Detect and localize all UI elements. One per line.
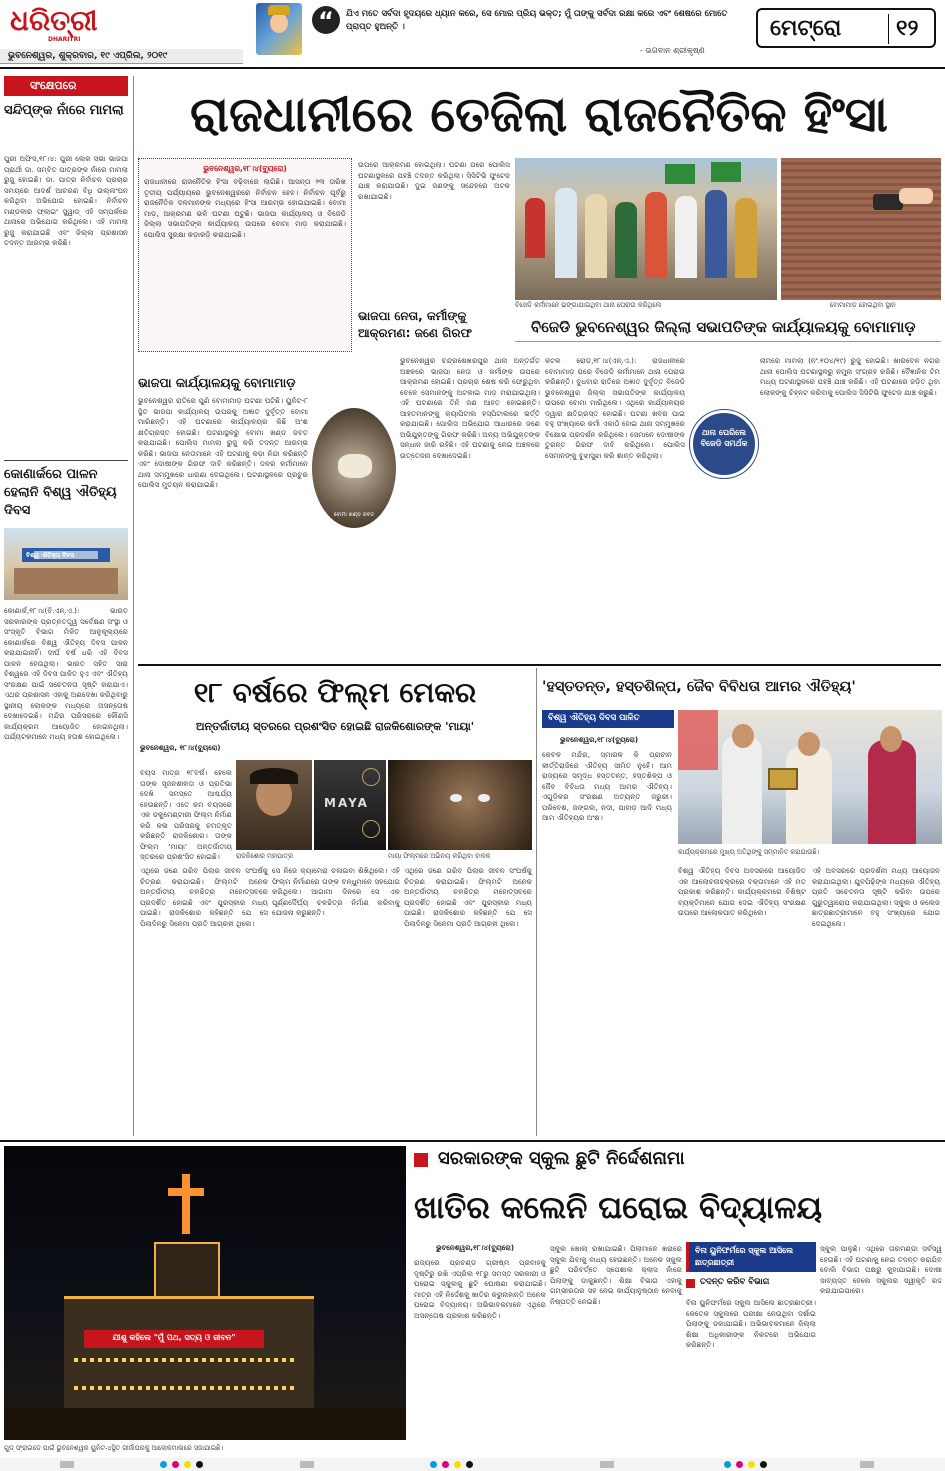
lead-col2-body: ଉପରେ ଆକ୍ରମଣ ହୋଇଥିଲା। ଘଟଣା ପରେ ପୋଲିସ ଘଟଣାସ୍ଥଳରେ ପହଞ୍ଚି ତଦନ୍ତ କରିଥିଲା। ସିସିଟିଭି ଫୁଟେଜ ଯାଞ୍ଚ କରାଯାଉଛି। ଦୁଇ ଜଣଙ୍କୁ ସନ୍ଦେହରେ ଅଟକ ରଖାଯାଇଛି। [358, 160, 510, 201]
sidebar-s1-title: ସନ୍ଦିପ୍‌ଙ୍କ ନାଁରେ ମାମଲା [4, 103, 124, 118]
sidebar-divider [133, 76, 134, 1136]
heritage-col1-body: କେବଳ ମନ୍ଦିର, ସ୍ମାରକ କି ପ୍ରାଚୀନ କୀର୍ତ୍ତିରାଜିରେ ଐତିହ୍ୟ ସୀମିତ ନୁହେଁ। ଆମ ରାଜ୍ୟରେ ସମୃଦ୍ଧ ହସ୍ତତନ୍ତ, ହସ୍ତଶିଳ୍ପ ଓ ଜୈବ ବିବିଧତା ମଧ୍ୟ ଆମର ଐତିହ୍ୟ। ଏଗୁଡ଼ିକର ସଂରକ୍ଷଣ ଅତ୍ୟନ୍ତ ଜରୁରୀ। ପରିବେଶ, ଜଙ୍ଗଲ, ନଦୀ, ପାହାଡ଼ ଆଦି ମଧ୍ୟ ଆମ ଐତିହ୍ୟର ଅଂଶ। [542, 750, 672, 822]
school-box1-text: ବିନା ୟୁନିଫର୍ମରେ ସ୍କୁଲ ଆସିଲେ ଛାତ୍ରଛାତ୍ରୀ [695, 1246, 794, 1267]
lead-box [138, 158, 352, 352]
boy-photo [388, 760, 532, 850]
heritage-photo-caption: କାର୍ଯ୍ୟକ୍ରମରେ ମୁଖ୍ୟ ଅତିଥିଙ୍କୁ ସମ୍ମାନିତ କରାଯାଉଛି। [678, 848, 820, 856]
church-photo-caption: ଗୁଡ୍ ଫ୍ରାଇଡେ ପାଇଁ ଭୁବନେଶ୍ୱର ୟୁନିଟ-୪ସ୍ଥିତ ଗୀର୍ଜାଘରକୁ ଆଲୋକମାଳାରେ ସଜାଯାଇଛି। [4, 1444, 224, 1452]
krishna-image [256, 3, 302, 55]
heritage-col3-body: ଏହି ଅବସରରେ ପ୍ରଦର୍ଶନୀ ମଧ୍ୟ ଆୟୋଜନ କରାଯାଇଥିଲା। ଯୁବପିଢ଼ିଙ୍କ ମଧ୍ୟରେ ଐତିହ୍ୟ ପ୍ରତି ସଚେତନତା ସୃଷ୍ଟି କରିବା ଉପରେ ଗୁରୁତ୍ୱାରୋପ କରାଯାଇଥିଲା। ସ୍କୁଲ ଓ କଲେଜ ଛାତ୍ରଛାତ୍ରୀମାନେ ବହୁ ସଂଖ୍ୟାରେ ଯୋଗ ଦେଇଥିଲେ। [812, 866, 940, 928]
film-col3-body: ସେ ନିଜେ କ୍ୟାମେରା ଚଳାଇବା ଶିଖିଥିଲେ। ଏହି ଫିଲ୍ମ ନିର୍ମାଣରେ ତାଙ୍କ ବନ୍ଧୁମାନେ ସହଯୋଗ କରିଥିଲେ। ଆଗାମୀ ଦିନରେ ସେ ଏକ ପୂର୍ଣ୍ଣଦୈର୍ଘ୍ୟ ଚଳଚ୍ଚିତ୍ର ନିର୍ମାଣ କରିବାକୁ ଯୋଜନା କରୁଛନ୍ତି। [272, 866, 400, 917]
bomb-photo-caption: ବୋମା ଖଣ୍ଡ ଜବତ [333, 512, 375, 518]
logo-text: ଧରିତ୍ରୀ [10, 4, 98, 37]
sidebar-s2-title: କୋଣାର୍କରେ ପାଳନ ହେଲାନି ବିଶ୍ୱ ଐତିହ୍ୟ ଦିବସ [4, 467, 117, 518]
film-headline: ୧୮ ବର୍ଷରେ ଫିଲ୍ମ ମେକର [193, 676, 477, 709]
dateline: ଭୁବନେଶ୍ୱର, ଶୁକ୍ରବାର, ୧୯ ଏପ୍ରିଲ, ୨୦୧୯ [8, 51, 168, 61]
page-number: ୧୨ [896, 16, 919, 41]
school-col1-body: ରାଜ୍ୟରେ ପ୍ରଚଣ୍ଡ ଗ୍ରୀଷ୍ମ ପ୍ରବାହକୁ ଦୃଷ୍ଟିରୁ ରଖି ଏପ୍ରିଲ ୧୮ରୁ ସମସ୍ତ ସରକାରୀ ଓ ଘରୋଇ ସ୍କୁଲକୁ ଛୁଟି ଘୋଷଣା କରାଯାଇଛି। ମାତ୍ର ଏହି ନିର୍ଦ୍ଦେଶକୁ ଖାତିର କରୁନାହାନ୍ତି ଅନେକ ଘରୋଇ ବିଦ୍ୟାଳୟ। ଅଭିଭାବକମାନେ ଏଥିରେ ଅସନ୍ତୋଷ ପ୍ରକାଶ କରିଛନ୍ତି। [414, 1258, 546, 1320]
door-photo-caption: ବୋମାମାଡ଼ ହୋଇଥିବା ସ୍ଥାନ [830, 301, 896, 309]
lead-bottom-rule [138, 664, 941, 666]
sidebar-s1-body: ପୁରୀ ଅଫିସ,୧୮।୪: ପୁରୀ ଲୋକ ସଭା ଭାଜପା ପ୍ରାର୍ଥୀ ଡା. ସମ୍ବିତ ପାତ୍ରଙ୍କ ନାଁରେ ମାମଲା ରୁଜୁ ହୋଇଛି। ଡା. ପାତ୍ର ନିର୍ବାଚନ ପ୍ରଚାର ସମୟରେ ଆଦର୍ଶ ଆଚରଣ ବିଧି ଉଲ୍ଲଂଘନ କରିଥିବା ଅଭିଯୋଗ ହୋଇଛି। ନିର୍ବାଚନ ମଣ୍ଡଳୀର ଫ୍ଲାଇଂ ସ୍କ୍ୱାଡ୍ ଏହି ସମ୍ପର୍କରେ ଥାନାରେ ଅଭିଯୋଗ କରିଥିଲେ। ଏହି ମାମଲା ରୁଜୁ କରାଯାଇଛି ଏବଂ ଜିଲ୍ଲା ପ୍ରଶାସନ ତଦନ୍ତ ଆରମ୍ଭ କରିଛି। [4, 154, 128, 247]
lead-badge [690, 410, 758, 478]
lead-box-dateline: ଭୁବନେଶ୍ୱର,୧୮।୪(ବ୍ୟୁରୋ) [203, 164, 287, 173]
logo [10, 4, 240, 43]
masthead-rule [0, 67, 945, 69]
heritage-tag-text: ବିଶ୍ୱ ଐତିହ୍ୟ ଦିବସ ପାଳିତ [548, 713, 640, 723]
konark-photo-caption: ବିଶ୍ୱ ଐତିହ୍ୟ ଦିବସ [26, 552, 75, 559]
school-dateline: ଭୁବନେଶ୍ୱର,୧୮।୪(ବ୍ୟୁରୋ) [436, 1244, 515, 1252]
quote-icon: “ [312, 6, 340, 34]
lead-sub1-body: ଭୁବନେଶ୍ୱର ରାତିରେ ପୁଣି ବୋମାମାଡ଼ ଘଟଣା ଘଟିଛି। ୟୁନିଟ-୮ ସ୍ଥିତ ଭାଜପା କାର୍ଯ୍ୟାଳୟ ଉପରକୁ ଅଜ୍ଞାତ ଦୁର୍ବୃତ୍ତ ବୋମା ମାରିଛନ୍ତି। ଏହି ଘଟଣାରେ କାର୍ଯ୍ୟାଳୟର କିଛି ଅଂଶ କ୍ଷତିଗ୍ରସ୍ତ ହୋଇଛି। ଘଟଣାସ୍ଥଳରୁ ବୋମା ଖଣ୍ଡ ଜବତ କରାଯାଇଛି। ପୋଲିସ ମାମଲା ରୁଜୁ କରି ତଦନ୍ତ ଆରମ୍ଭ କରିଛି। ଭାଜପା ନେତାମାନେ ଏହି ଘଟଣାକୁ କଡ଼ା ନିନ୍ଦା କରିଛନ୍ତି ଏବଂ ଦୋଷୀଙ୍କ ଗିରଫ ଦାବି କରିଛନ୍ତି। ଦଳର କର୍ମୀମାନେ ଥାନା ସମ୍ମୁଖରେ ଧାରଣା ଦେଇଥିଲେ। ଘଟଣାସ୍ଥଳରେ ପ୍ରଚୁର ପୋଲିସ ମୁତୟନ କରାଯାଇଛି। [138, 396, 308, 489]
registration-bar [0, 1458, 945, 1471]
church-banner: ଯୀଶୁ କହିଲେ "ମୁଁ ପଥ, ସତ୍ୟ ଓ ଜୀବନ" [112, 1333, 236, 1342]
film-dateline: ଭୁବନେଶ୍ୱର, ୧୮।୪(ବ୍ୟୁରୋ) [140, 744, 221, 752]
section-name: ମେଟ୍ରୋ [770, 16, 842, 41]
konark-photo [4, 528, 128, 600]
bomb-photo [312, 408, 396, 528]
protest-photo [515, 158, 777, 300]
film-subhead: ଅନ୍ତର୍ଜାତୀୟ ସ୍ତରରେ ପ୍ରଶଂସିତ ହୋଇଛି ରାଜକିଶୋରଙ୍କ 'ମାୟା' [195, 720, 475, 733]
lead-sub1 [138, 372, 348, 392]
school-col2-body: ସ୍କୁଲ ଖୋଲା ରଖାଯାଇଛି। ପିଲାମାନେ ଖରାରେ ସ୍କୁଲ ଯିବାକୁ ବାଧ୍ୟ ହେଉଛନ୍ତି। ଅନେକ ସ୍କୁଲ ଛୁଟି ପରିବର୍ତ୍ତେ ସ୍ପେଶାଲ କ୍ଲାସ ନାଁରେ ପିଲାଙ୍କୁ ଡାକୁଛନ୍ତି। ଶିକ୍ଷା ବିଭାଗ ଏହାକୁ ଗମ୍ଭୀରତାର ସହ ନେଇ କାର୍ଯ୍ୟାନୁଷ୍ଠାନ ନେବାକୁ ନିଷ୍ପତ୍ତି ନେଇଛି। [550, 1244, 682, 1306]
school-col3-body: ବିନା ୟୁନିଫର୍ମରେ ସ୍କୁଲ ଆସିଲେ ଛାତ୍ରଛାତ୍ରୀ। କେତେକ ସ୍କୁଲରେ ପରୀକ୍ଷା ନେଉଥିବା ଦର୍ଶାଇ ପିଲାଙ୍କୁ ଡକାଯାଇଛି। ଅଭିଭାବକମାନେ ଜିଲ୍ଲା ଶିକ୍ଷା ଅଧିକାରୀଙ୍କ ନିକଟରେ ଅଭିଯୋଗ କରିଛନ୍ତି। [686, 1298, 816, 1349]
middle-bottom-rule [0, 1140, 945, 1142]
film-col4-body: ଏଥିରେ ଜଣେ ଗରିବ ପିଲାର ଜୀବନ ସଂଘର୍ଷକୁ ଚିତ୍ରଣ କରାଯାଇଛି। ଫିଲ୍ମଟି ଅନେକ ଅନ୍ତର୍ଜାତୀୟ ଚଳଚ୍ଚିତ୍ର ମହୋତ୍ସବରେ ପ୍ରଦର୍ଶିତ ହୋଇଛି ଏବଂ ପୁରସ୍କାର ମଧ୍ୟ ପାଇଛି। ରାଜକିଶୋର କହିଛନ୍ତି ଯେ ସେ ପିଲାଦିନରୁ ସିନେମା ପ୍ରତି ଆଗ୍ରହୀ ଥିଲେ। [404, 866, 532, 928]
sidebar-header [4, 76, 128, 96]
school-box1 [686, 1242, 816, 1272]
dateline-bar [0, 49, 243, 64]
school-box2 [686, 1276, 816, 1292]
logo-sub: DHARITRI [48, 36, 81, 43]
school-col4-body: ସ୍କୁଲ ପାଳୁଛି। ଏଥିରେ ତାରମଣ୍ଡା ସର୍ବସ୍ୱ ହେଉଛି। ଏହି ଘଟଣାକୁ ନେଇ ତଦନ୍ତ କରାଯିବ ବୋଲି ବିଭାଗ ପକ୍ଷରୁ କୁହାଯାଇଛି। ଦୋଷୀ ସାବ୍ୟସ୍ତ ହେଲେ ସ୍କୁଲର ସ୍ୱୀକୃତି ରଦ୍ଦ କରାଯାଇପାରେ। [820, 1244, 942, 1295]
maya-poster [314, 760, 386, 850]
door-photo [781, 158, 941, 300]
school-box2-text: ତଦନ୍ତ କରିବ ବିଭାଗ [700, 1277, 770, 1287]
sidebar-rule [4, 460, 128, 461]
lead-sub3-text: ବିଜେଡି ଭୁବନେଶ୍ୱର ଜିଲ୍ଲା ସଭାପତିଙ୍କ କାର୍ଯ୍ୟାଳୟକୁ ବୋମାମାଡ଼ [531, 318, 916, 336]
heritage-col2-body: ବିଶ୍ୱ ଐତିହ୍ୟ ଦିବସ ଅବସରରେ ଆୟୋଜିତ ଏକ ଆଲୋଚନାଚକ୍ରରେ ବକ୍ତାମାନେ ଏହି ମତ ପ୍ରକାଶ କରିଛନ୍ତି। କାର୍ଯ୍ୟକ୍ରମରେ ବିଶିଷ୍ଟ ବ୍ୟକ୍ତିମାନେ ଯୋଗ ଦେଇ ଐତିହ୍ୟ ସଂରକ୍ଷଣ ଉପରେ ଆଲୋକପାତ କରିଥିଲେ। [678, 866, 806, 917]
sidebar-s2-body: କୋଣାର୍କ,୧୮।୪(ବି.ଏନ୍.ଏ.): ଭାରତ ସରକାରଙ୍କ ପ୍ରତ୍ନତତ୍ତ୍ୱ ସର୍ବେକ୍ଷଣ ସଂସ୍ଥା ଓ ସଂସ୍କୃତି ବିଭାଗ ମିଳିତ ଆନୁକୂଲ୍ୟରେ କୋଣାର୍କରେ ବିଶ୍ୱ ଐତିହ୍ୟ ଦିବସ ପାଳନ କରାଯାଇନାହିଁ। ଦୀର୍ଘ ବର୍ଷ ଧରି ଏହି ଦିବସ ପାଳନ ହେଉଥିଲା। ଭାରତ ସହିତ ସାରା ବିଶ୍ୱରେ ଏହି ଦିବସ ପାଳିତ ହୁଏ ଏବଂ ଐତିହ୍ୟ ସଂରକ୍ଷଣ ପାଇଁ ସଚେତନତା ସୃଷ୍ଟି କରାଯାଏ। ଏଥର ପ୍ରଶାସନ ଏହାକୁ ଅଣଦେଖା କରିଥିବାରୁ ସ୍ଥାନୀୟ ଲୋକଙ୍କ ମଧ୍ୟରେ ଅସନ୍ତୋଷ ଦେଖାଦେଇଛି। ମନ୍ଦିର ପରିସରରେ କୌଣସି କାର୍ଯ୍ୟକ୍ରମ ଆୟୋଜିତ ହୋଇନଥିଲା। ପର୍ଯ୍ୟଟକମାନେ ମଧ୍ୟ ହତାଶ ହୋଇଥିଲେ। [4, 606, 128, 741]
sidebar-header-text: ସଂକ୍ଷେପରେ [30, 79, 77, 92]
lead-sub3 [515, 316, 941, 342]
lead-sub1-text: ଭାଜପା କାର୍ଯ୍ୟାଳୟକୁ ବୋମାମାଡ଼ [138, 375, 296, 390]
film-col2-body: ଏଥିରେ ଜଣେ ଗରିବ ପିଲାର ଜୀବନ ସଂଘର୍ଷକୁ ଚିତ୍ରଣ କରାଯାଇଛି। ଫିଲ୍ମଟି ଅନେକ ଅନ୍ତର୍ଜାତୀୟ ଚଳଚ୍ଚିତ୍ର ମହୋତ୍ସବରେ ପ୍ରଦର୍ଶିତ ହୋଇଛି ଏବଂ ପୁରସ୍କାର ମଧ୍ୟ ପାଇଛି। ରାଜକିଶୋର କହିଛନ୍ତି ଯେ ସେ ପିଲାଦିନରୁ ସିନେମା ପ୍ରତି ଆଗ୍ରହୀ ଥିଲେ। [140, 866, 268, 928]
section-box [756, 8, 936, 48]
heritage-headline: 'ହସ୍ତତନ୍ତ, ହସ୍ତଶିଳ୍ପ, ଜୈବ ବିବିଧତା ଆମର ଐତିହ୍ୟ' [542, 679, 856, 695]
school-kicker [414, 1146, 942, 1176]
film-caption2: ମାୟା ଫିଲ୍ମରେ ଅଭିନୟ କରିଥିବା ବାଳକ [388, 852, 491, 860]
heritage-dateline: ଭୁବନେଶ୍ୱର,୧୮।୪(ବ୍ୟୁରୋ) [560, 736, 639, 744]
lead-badge-text: ଥାନା ଘେରିଲେ ବିଜେଡି ସମର୍ଥକ [700, 428, 748, 448]
lead-sub2-body: ଭୁବନେଶ୍ୱର ଚନ୍ଦ୍ରଶେଖରପୁର ଥାନା ଅନ୍ତର୍ଗତ ଅଞ୍ଚଳରେ ଭାଜପା ନେତା ଓ କର୍ମୀଙ୍କ ଉପରେ ଆକ୍ରମଣ ହୋଇଛି। ପ୍ରଚାର ଶେଷ କରି ଫେରୁଥିବା ବେଳେ ସେମାନଙ୍କୁ ଅଟକାଇ ମାଡ଼ ମରାଯାଇଥିଲା। ଏହି ଘଟଣାରେ ତିନି ଜଣ ଆହତ ହୋଇଛନ୍ତି। ଆହତମାନଙ୍କୁ କ୍ୟାପିଟାଲ ହସ୍ପିଟାଲରେ ଭର୍ତ୍ତି କରାଯାଇଛି। ପୋଲିସ ଅଭିଯୋଗ ଆଧାରରେ ଜଣେ ଅଭିଯୁକ୍ତଙ୍କୁ ଗିରଫ କରିଛି। ଅନ୍ୟ ଅଭିଯୁକ୍ତଙ୍କ ସନ୍ଧାନ ଜାରି ରହିଛି। ଏହି ଘଟଣାକୁ ନେଇ ଅଞ୍ଚଳରେ ଉତ୍ତେଜନା ଦେଖାଦେଇଛି। [400, 356, 540, 460]
rajkishore-photo [236, 760, 312, 850]
lead-sub2: ଭାଜପା ନେତା, କର୍ମୀଙ୍କୁ ଆକ୍ରମଣ: ଜଣେ ଗିରଫ [358, 308, 510, 342]
masthead [0, 0, 945, 70]
school-headline: ଖାତିର କଲେନି ଘରୋଇ ବିଦ୍ୟାଳୟ [414, 1190, 823, 1226]
heritage-tag [542, 710, 674, 728]
film-heritage-divider [536, 668, 537, 1136]
film-caption1: ରାଜକିଶୋର ମହାପାତ୍ର [236, 852, 294, 860]
heritage-photo [678, 710, 942, 844]
maya-poster-title: MAYA [324, 796, 369, 810]
lead-col4-body: ନାମରେ ମାମଲା (ନଂ.୧୦୪/୧୯) ରୁଜୁ ହୋଇଛି। ଖାରବେଳ ନଗର ଥାନା ପୋଲିସ ଘଟଣାସ୍ଥଳରୁ ନମୁନା ସଂଗ୍ରହ କରିଛି। ବୈଜ୍ଞାନିକ ଟିମ ମଧ୍ୟ ଘଟଣାସ୍ଥଳରେ ପହଞ୍ଚି ଯାଞ୍ଚ କରିଛି। ଏହି ଘଟଣାରେ ଜଡ଼ିତ ଥିବା ଲୋକଙ୍କୁ ଚିହ୍ନଟ କରିବାକୁ ପୋଲିସ ସିସିଟିଭି ଫୁଟେଜ ଯାଞ୍ଚ କରୁଛି। [760, 356, 940, 397]
lead-headline: ରାଜଧାନୀରେ ତେଜିଲା ରାଜନୈତିକ ହିଂସା [190, 86, 888, 143]
sidebar [0, 74, 132, 1136]
protest-photo-caption: ବିଜେଡି କର୍ମୀମାନେ ଭଙ୍ଗାଯାଇଥିବା ଥାନା ଘେରାଉ କରିଥିଲେ [515, 301, 662, 309]
lead-box-body: ରାଜଧାନୀରେ ରାଜନୈତିକ ହିଂସା ବଢ଼ିବାରେ ଲାଗିଛି। ଆସନ୍ତା ୨୩ ତାରିଖ ତୃତୀୟ ପର୍ଯ୍ୟାୟରେ ଭୁବନେଶ୍ୱରରେ ନିର୍ବାଚନ ହେବ। ନିର୍ବାଚନ ପୂର୍ବରୁ ରାଜନୈତିକ ଦଳମାନଙ୍କ ମଧ୍ୟରେ ହିଂସା ଆରମ୍ଭ ହୋଇଯାଇଛି। ବୋମା ମାଡ଼, ଆକ୍ରମଣ ଭଳି ଘଟଣା ଘଟୁଛି। ଭାଜପା କାର୍ଯ୍ୟାଳୟ ଓ ବିଜେଡି ଜିଲ୍ଲା ସଭାପତିଙ୍କ କାର୍ଯ୍ୟାଳୟ ଉପରେ ବୋମା ମାଡ଼ କରାଯାଇଛି। ପୋଲିସ ସୁରକ୍ଷା କଡ଼ାକଡ଼ି କରାଯାଇଛି। [144, 177, 346, 239]
quote-author: - ଭଗବାନ ଶ୍ରୀକୃଷ୍ଣ [640, 46, 705, 55]
school-kicker-text: ସରକାରଙ୍କ ସ୍କୁଲ ଛୁଟି ନିର୍ଦ୍ଦେଶନାମା [438, 1148, 685, 1169]
lead-sub3-body: କଟକ ରୋଡ,୧୮।୪(ଏନ୍.ଏ.): ରାଜଧାନୀରେ ବୋମାମାଡ଼ ପରେ ବିଜେଡି କର୍ମୀମାନେ ଥାନା ଘେରାଉ କରିଛନ୍ତି। ବୁଧବାର ରାତିରେ ଅଜ୍ଞାତ ଦୁର୍ବୃତ୍ତ ବିଜେଡି ଭୁବନେଶ୍ୱର ଜିଲ୍ଲା ସଭାପତିଙ୍କ କାର୍ଯ୍ୟାଳୟ ଉପରେ ବୋମା ମାରିଥିଲେ। ଏଥିରେ କାର୍ଯ୍ୟାଳୟର ଦ୍ୱାର କ୍ଷତିଗ୍ରସ୍ତ ହୋଇଛି। ଘଟଣା ଖବର ପାଇ ବହୁ ସଂଖ୍ୟାରେ କର୍ମୀ ଏକାଠି ହୋଇ ଥାନା ସମ୍ମୁଖରେ ବିକ୍ଷୋଭ ପ୍ରଦର୍ଶନ କରିଥିଲେ। ସେମାନେ ଦୋଷୀଙ୍କ ତୁରନ୍ତ ଗିରଫ ଦାବି କରିଥିଲେ। ପୋଲିସ ସେମାନଙ୍କୁ ବୁଝାସୁଝା କରି ଶାନ୍ତ କରିଥିଲା। [545, 356, 685, 460]
film-col1-body: ବୟସ ମାତ୍ର ୧୮ବର୍ଷ। ହେଲେ ତାଙ୍କ ସୃଜନଶୀଳତା ଓ ପ୍ରତିଭା ଦେଖି ସମସ୍ତେ ଆଶ୍ଚର୍ଯ୍ୟ ହେଉଛନ୍ତି। ଏତେ କମ ବୟସରେ ଏକ ଡକୁମେଣ୍ଟାରୀ ଫିଲ୍ମ ନିର୍ମାଣ କରି କଳା ପରିସରକୁ ଚମତ୍କୃତ କରିଛନ୍ତି ରାଜକିଶୋର। ତାଙ୍କ ଫିଲ୍ମ 'ମାୟା' ଅନ୍ତର୍ଜାତୀୟ ସ୍ତରରେ ପ୍ରଶଂସିତ ହୋଇଛି। [140, 768, 232, 861]
quote-text: ଯିଏ ମତେ ସର୍ବଦା ହୃଦୟରେ ଧ୍ୟାନ କରେ, ସେ ମୋର ପ୍ରିୟ ଭକ୍ତ; ମୁଁ ତାଙ୍କୁ ସର୍ବଦା ରକ୍ଷା କରେ ଏବଂ ଶେଷରେ ମୋତେ ପ୍ରାପ୍ତ ହୁଅନ୍ତି । [346, 9, 728, 32]
church-photo [4, 1146, 406, 1440]
